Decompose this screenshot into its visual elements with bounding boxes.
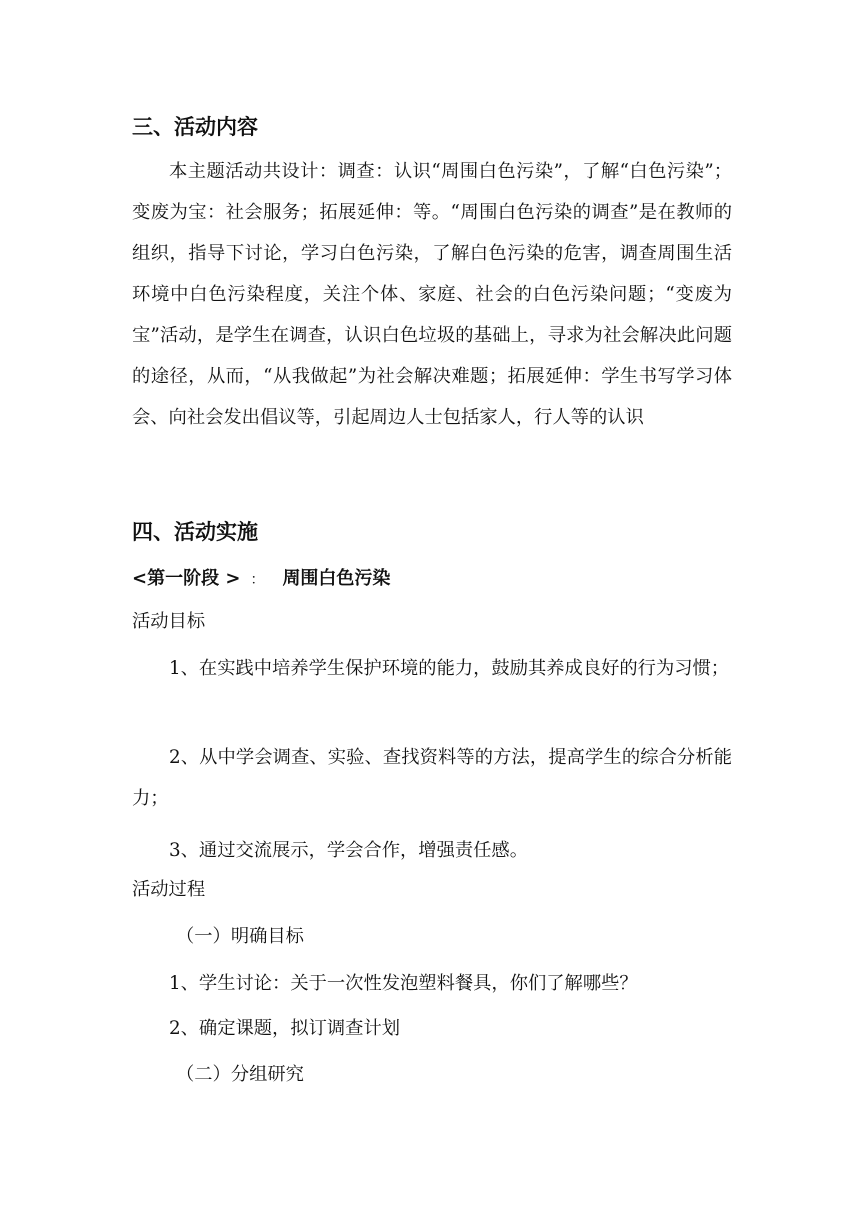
- stage-title: 周围白色污染: [282, 568, 391, 589]
- process-step-heading: （二）分组研究: [176, 1064, 304, 1085]
- stage-tag: <第一阶段 >: [132, 568, 241, 589]
- goal-item: 2、从中学会调查、实验、查找资料等的方法，提高学生的综合分析能力；: [132, 747, 732, 809]
- section-heading-implementation: 四、活动实施: [132, 520, 258, 544]
- goal-item: 3、通过交流展示，学会合作，增强责任感。: [169, 840, 528, 861]
- section-heading-content: 三、活动内容: [132, 115, 258, 139]
- process-label: 活动过程: [132, 879, 206, 900]
- content-paragraph: 本主题活动共设计：调查：认识“周围白色污染”，了解“白色污染”；变废为宝：社会服务；拓展延伸：等。“周围白色污染的调查”是在教师的组织，指导下讨论，学习白色污染，了解白色污染的危害，调查周围生活环境中白色污染程度，关注个体、家庭、社会的白色污染问题；“变废为宝”活动，是学生在调查，认识白色垃圾的基础上，寻求为社会解决此问题的途径，从而，“从我做起”为社会解决难题；拓展延伸：学生书写学习体会、向社会发出倡议等，引起周边人士包括家人，行人等的认识: [132, 161, 732, 428]
- goal-item: 1、在实践中培养学生保护环境的能力，鼓励其养成良好的行为习惯；: [169, 658, 730, 679]
- process-item: 1、学生讨论：关于一次性发泡塑料餐具，你们了解哪些？: [169, 973, 638, 994]
- process-step-heading: （一）明确目标: [176, 926, 304, 947]
- stage-separator: ：: [250, 572, 265, 588]
- stage-heading: [132, 565, 732, 594]
- goals-label: 活动目标: [132, 611, 206, 632]
- process-item: 2、确定课题，拟订调查计划: [169, 1018, 401, 1039]
